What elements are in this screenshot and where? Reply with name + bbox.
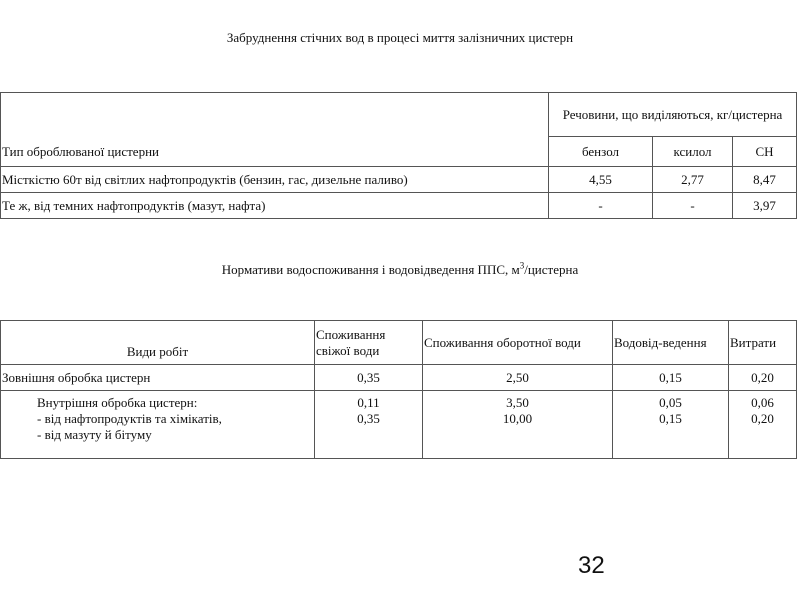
row-label: Те ж, від темних нафтопродуктів (мазут, нафта) (1, 193, 549, 219)
row-label-line: - від нафтопродуктів та хімікатів, (37, 411, 222, 426)
table2-title-main: Нормативи водоспоживання і водовідведення ППС, м (221, 262, 520, 277)
table-row (1, 193, 797, 219)
table-row (1, 391, 797, 459)
cell-value-line: 0,11 (357, 395, 380, 410)
table2-title-tail: /цистерна (524, 262, 579, 277)
cell-value: 3,97 (733, 193, 797, 219)
fresh-water-header: Споживання свіжої води (315, 321, 423, 365)
cell-value: 2,50 (423, 365, 613, 391)
drainage-header: Водовід-ведення (613, 321, 729, 365)
work-type-header: Види робіт (1, 321, 315, 365)
cell-value: - (549, 193, 653, 219)
cell-value (315, 391, 423, 459)
pollution-table (0, 92, 797, 219)
page-number: 32 (578, 552, 605, 579)
losses-header: Витрати (729, 321, 797, 365)
cell-value-line: 0,15 (659, 411, 682, 426)
cell-value: 8,47 (733, 167, 797, 193)
substances-header: Речовини, що виділяються, кг/цистерна (549, 93, 797, 137)
column-header: ксилол (653, 137, 733, 167)
row-label: Зовнішня обробка цистерн (1, 365, 315, 391)
cell-value (423, 391, 613, 459)
table-row (1, 365, 797, 391)
cell-value: 4,55 (549, 167, 653, 193)
cell-value-line: 3,50 (506, 395, 529, 410)
cell-value: - (653, 193, 733, 219)
cell-value: 0,15 (613, 365, 729, 391)
table2-title-superscript: 3 (519, 260, 525, 271)
water-norms-table (0, 320, 797, 459)
column-header: бензол (549, 137, 653, 167)
row-label (1, 391, 315, 459)
row-label-line: - від мазуту й бітуму (37, 427, 152, 442)
cell-value: 2,77 (653, 167, 733, 193)
row-label: Місткістю 60т від світлих нафтопродуктів (бензин, гас, дизельне паливо) (1, 167, 549, 193)
cell-value: 0,35 (315, 365, 423, 391)
cell-value (729, 391, 797, 459)
cell-value-line: 0,35 (357, 411, 380, 426)
table1-title: Забруднення стічних вод в процесі миття залізничних цистерн (226, 30, 574, 45)
table2-title (0, 262, 800, 278)
row-label-line: Внутрішня обробка цистерн: (37, 395, 198, 410)
recycled-water-header: Споживання оборотної води (423, 321, 613, 365)
cell-value: 0,20 (729, 365, 797, 391)
table-row (1, 167, 797, 193)
cell-value-line: 0,20 (751, 411, 774, 426)
cell-value (613, 391, 729, 459)
tank-type-header: Тип оброблюваної цистерни (1, 93, 549, 167)
cell-value-line: 10,00 (502, 411, 533, 426)
column-header: CH (733, 137, 797, 167)
cell-value-line: 0,06 (751, 395, 774, 410)
cell-value-line: 0,05 (659, 395, 682, 410)
